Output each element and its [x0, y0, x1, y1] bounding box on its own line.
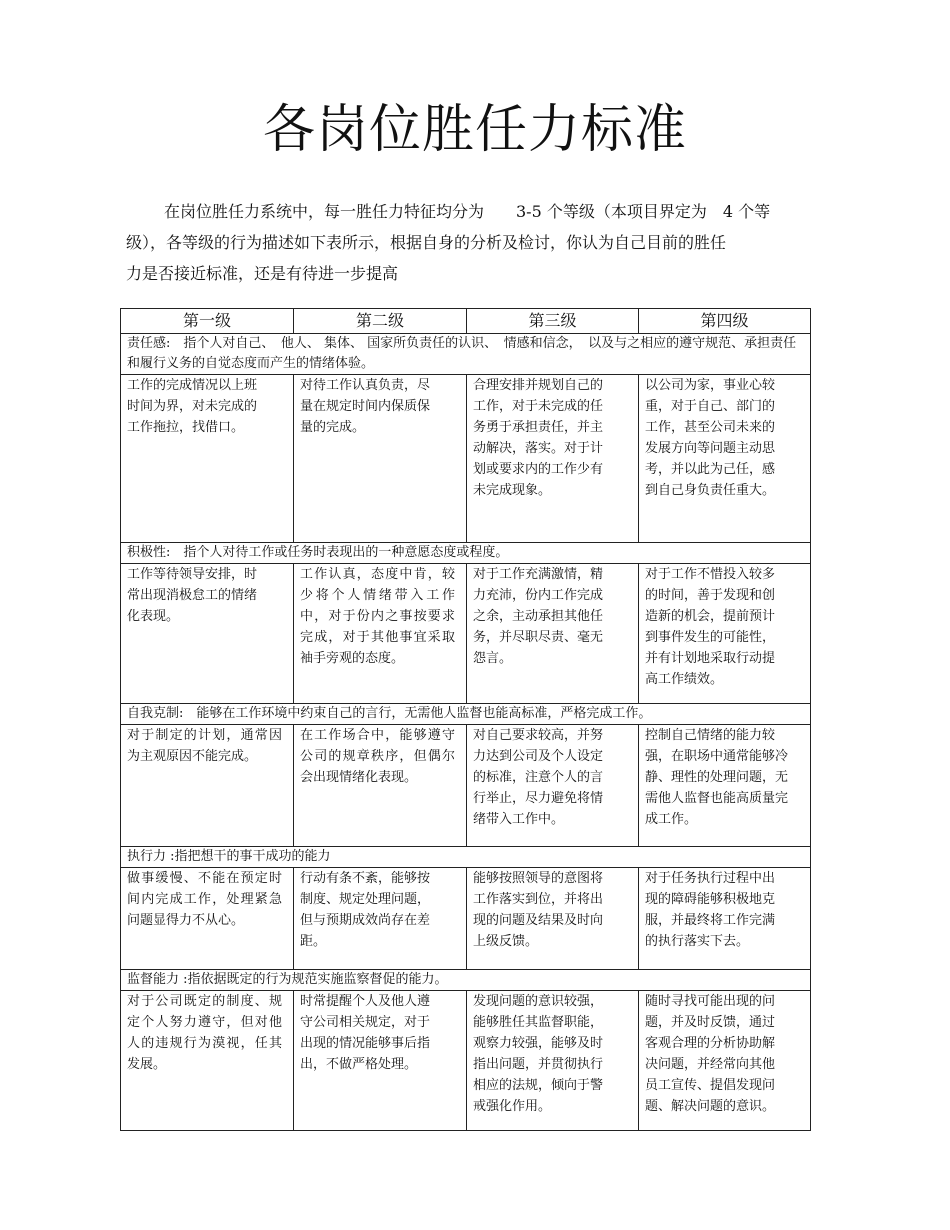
level-3-description: [467, 375, 639, 543]
level-1-description: [121, 564, 294, 704]
level-4-text: 随时寻找可能出现的问题，并及时反馈，通过客观合理的分析协助解决问题，并经常向其他员工宣传、提倡发现问题、解决问题的意识。: [645, 994, 776, 1114]
level-2-description: [294, 725, 467, 847]
competency-levels-row: [121, 868, 811, 970]
level-4-description: [639, 991, 811, 1131]
level-4-description: [639, 868, 811, 970]
level-4-text: 对于工作不惜投入较多的时间，善于发现和创造新的机会，提前预计到事件发生的可能性，并有计划地采取行动提高工作绩效。: [645, 567, 776, 687]
level-2-text: 工作认真，态度中肯，较少将个人情绪带入工作中，对于份内之事按要求完成，对于其他事宜采取袖手旁观的态度。: [300, 567, 455, 666]
level-4-text: 以公司为家，事业心较重，对于自己、部门的工作，甚至公司未来的发展方向等问题主动思考，并以此为己任，感到自己身负责任重大。: [645, 378, 776, 498]
level-4-description: [639, 375, 811, 543]
level-2-text: 对待工作认真负责，尽量在规定时间内保质保量的完成。: [300, 378, 431, 435]
competency-definition-row: [121, 334, 811, 375]
competency-definition-row: [121, 704, 811, 725]
level-2-description: [294, 868, 467, 970]
level-3-text: 对自己要求较高，并努力达到公司及个人设定的标准，注意个人的言行举止，尽力避免将情绪带入工作中。: [473, 728, 604, 827]
header-level-4: 第四级: [639, 309, 811, 334]
level-3-text: 合理安排并规划自己的工作，对于未完成的任务勇于承担责任，并主动解决，落实。对于计划或要求内的工作少有未完成现象。: [473, 378, 604, 498]
intro-line-3: 力是否接近标准，还是有待进一步提高: [126, 264, 399, 283]
level-1-text: 对于公司既定的制度、规定个人努力遵守，但对他人的违规行为漠视，任其发展。: [127, 994, 282, 1072]
level-3-description: [467, 991, 639, 1131]
level-1-description: [121, 725, 294, 847]
level-3-text: 发现问题的意识较强，能够胜任其监督职能，观察力较强，能够及时指出问题，并贯彻执行相应的法规，倾向于警戒强化作用。: [473, 994, 604, 1114]
level-1-text: 做事缓慢、不能在预定时间内完成工作，处理紧急问题显得力不从心。: [127, 871, 282, 928]
level-2-text: 时常提醒个人及他人遵守公司相关规定，对于出现的情况能够事后指出，不做严格处理。: [300, 994, 431, 1072]
level-2-description: [294, 375, 467, 543]
level-1-text: 工作的完成情况以上班时间为界，对未完成的工作拖拉，找借口。: [127, 378, 258, 435]
intro-line-1: 在岗位胜任力系统中，每一胜任力特征均分为 3-5 个等级（本项目界定为 4 个等: [164, 202, 771, 221]
competency-levels-row: [121, 564, 811, 704]
level-3-description: [467, 564, 639, 704]
header-level-3: 第三级: [467, 309, 639, 334]
table-header-row: [121, 309, 811, 334]
competency-definition: 责任感: 指个人对自己、 他人、 集体、 国家所负责任的认识、 情感和信念， 以及与之相应的遵守规范、承担责任和履行义务的自觉态度而产生的情绪体验。: [121, 334, 811, 375]
level-1-text: 工作等待领导安排，时常出现消极怠工的情绪化表现。: [127, 567, 258, 624]
competency-definition: 执行力 :指把想干的事干成功的能力: [121, 847, 811, 868]
level-2-text: 在工作场合中，能够遵守公司的规章秩序，但偶尔会出现情绪化表现。: [300, 728, 455, 785]
level-3-description: [467, 868, 639, 970]
competency-table: [120, 308, 811, 1131]
level-4-text: 对于任务执行过程中出现的障碍能够积极地克服，并最终将工作完满的执行落实下去。: [645, 871, 776, 949]
competency-definition: 积极性: 指个人对待工作或任务时表现出的一种意愿态度或程度。: [121, 543, 811, 564]
competency-levels-row: [121, 375, 811, 543]
intro-line-2: 级），各等级的行为描述如下表所示，根据自身的分析及检讨，你认为自己目前的胜任: [126, 233, 727, 252]
competency-definition: 自我克制: 能够在工作环境中约束自己的言行，无需他人监督也能高标准，严格完成工作。: [121, 704, 811, 725]
competency-levels-row: [121, 725, 811, 847]
level-1-description: [121, 375, 294, 543]
level-3-description: [467, 725, 639, 847]
level-2-description: [294, 564, 467, 704]
competency-definition: 监督能力 :指依据既定的行为规范实施监察督促的能力。: [121, 970, 811, 991]
header-level-1: 第一级: [121, 309, 294, 334]
level-2-description: [294, 991, 467, 1131]
level-1-description: [121, 991, 294, 1131]
competency-definition-row: [121, 543, 811, 564]
level-1-text: 对于制定的计划，通常因为主观原因不能完成。: [127, 728, 282, 764]
level-3-text: 能够按照领导的意图将工作落实到位，并将出现的问题及结果及时向上级反馈。: [473, 871, 604, 949]
level-3-text: 对于工作充满激情，精力充沛，份内工作完成之余，主动承担其他任务，并尽职尽责、毫无怨言。: [473, 567, 604, 666]
competency-definition-row: [121, 847, 811, 868]
competency-definition-row: [121, 970, 811, 991]
intro-paragraph: [126, 196, 836, 289]
level-4-description: [639, 725, 811, 847]
level-4-text: 控制自己情绪的能力较强，在职场中通常能够冷静、理性的处理问题，无需他人监督也能高质量完成工作。: [645, 728, 789, 827]
level-4-description: [639, 564, 811, 704]
level-1-description: [121, 868, 294, 970]
competency-levels-row: [121, 991, 811, 1131]
page-title: 各岗位胜任力标准: [262, 100, 687, 160]
header-level-2: 第二级: [294, 309, 467, 334]
level-2-text: 行动有条不紊，能够按制度、规定处理问题，但与预期成效尚存在差距。: [300, 871, 431, 949]
